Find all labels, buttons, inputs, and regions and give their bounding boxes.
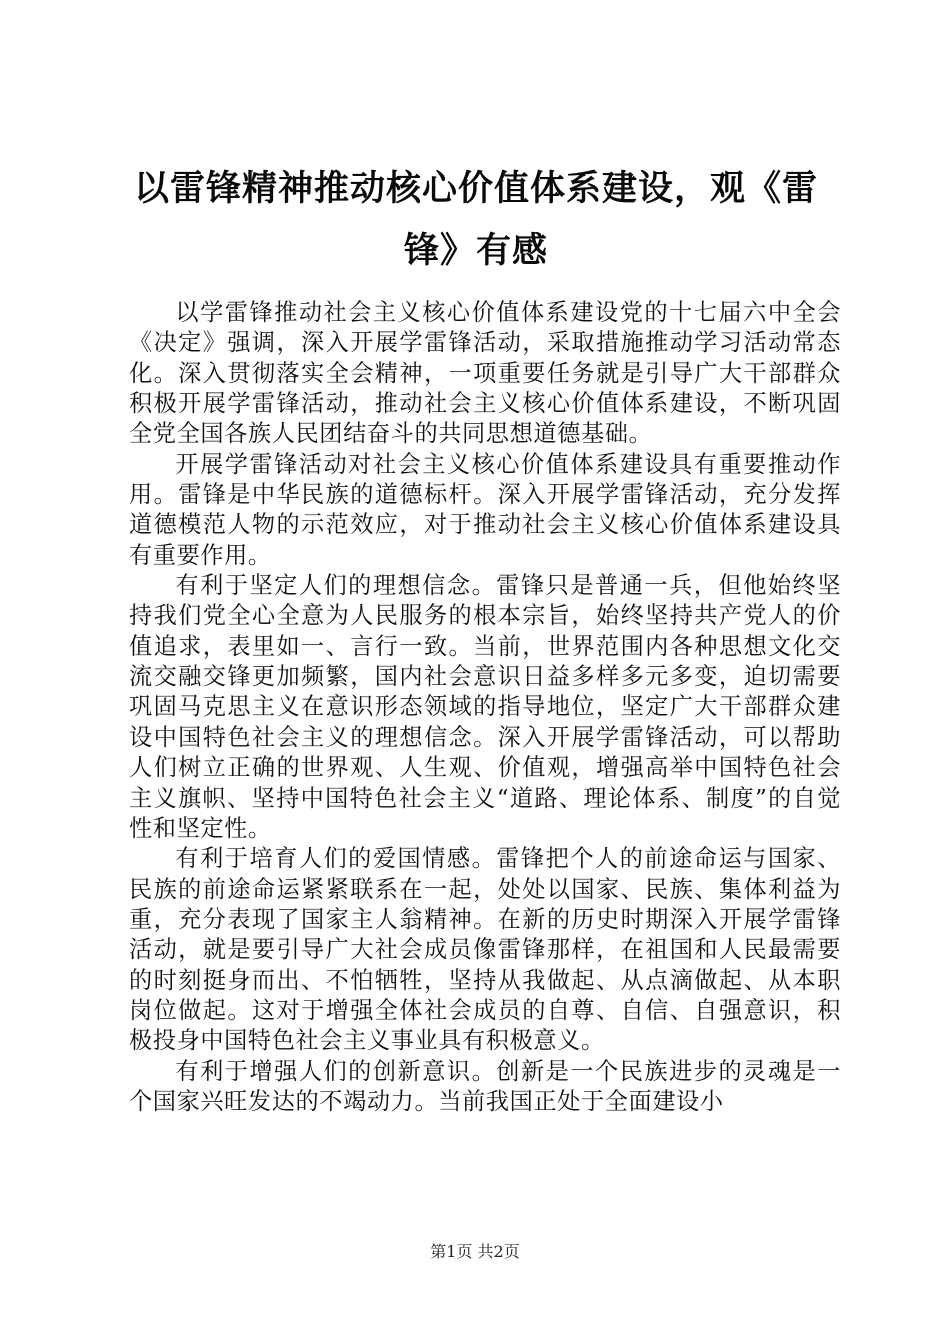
paragraph-3: 有利于坚定人们的理想信念。雷锋只是普通一兵，但他始终坚持我们党全心全意为人民服务的根本宗旨，始终坚持共产党人的价值追求，表里如一、言行一致。当前，世界范围内各种思想文化交流交融交锋更加频繁，国内社会意识日益多样多元多变，迫切需要巩固马克思主义在意识形态领域的指导地位，坚定广大干部群众建设中国特色社会主义的理想信念。深入开展学雷锋活动，可以帮助人们树立正确的世界观、人生观、价值观，增强高举中国特色社会主义旗帜、坚持中国特色社会主义“道路、理论体系、制度”的自觉性和坚定性。 <box>129 572 841 842</box>
paragraph-4: 有利于培育人们的爱国情感。雷锋把个人的前途命运与国家、民族的前途命运紧紧联系在一起，处处以国家、民族、集体利益为重，充分表现了国家主人翁精神。在新的历史时期深入开展学雷锋活动，就是要引导广大社会成员像雷锋那样，在祖国和人民最需要的时刻挺身而出、不怕牺牲，坚持从我做起、从点滴做起、从本职岗位做起。这对于增强全体社会成员的自尊、自信、自强意识，积极投身中国特色社会主义事业具有积极意义。 <box>129 845 841 1055</box>
document-title: 以雷锋精神推动核心价值体系建设，观《雷锋》有感 <box>133 169 818 271</box>
paragraph-5: 有利于增强人们的创新意识。创新是一个民族进步的灵魂是一个国家兴旺发达的不竭动力。当前我国正处于全面建设小 <box>129 1057 841 1115</box>
paragraph-2: 开展学雷锋活动对社会主义核心价值体系建设具有重要推动作用。雷锋是中华民族的道德标杆。深入开展学雷锋活动，充分发挥道德模范人物的示范效应，对于推动社会主义核心价值体系建设具有重要作用。 <box>129 450 841 569</box>
document-body <box>129 298 841 1117</box>
page-footer <box>0 1242 950 1262</box>
paragraph-1: 以学雷锋推动社会主义核心价值体系建设党的十七届六中全会《决定》强调，深入开展学雷锋活动，采取措施推动学习活动常态化。深入贯彻落实全会精神，一项重要任务就是引导广大干部群众积极开展学雷锋活动，推动社会主义核心价值体系建设，不断巩固全党全国各族人民团结奋斗的共同思想道德基础。 <box>129 299 841 448</box>
page-number-label: 第1页 共2页 <box>430 1242 520 1261</box>
